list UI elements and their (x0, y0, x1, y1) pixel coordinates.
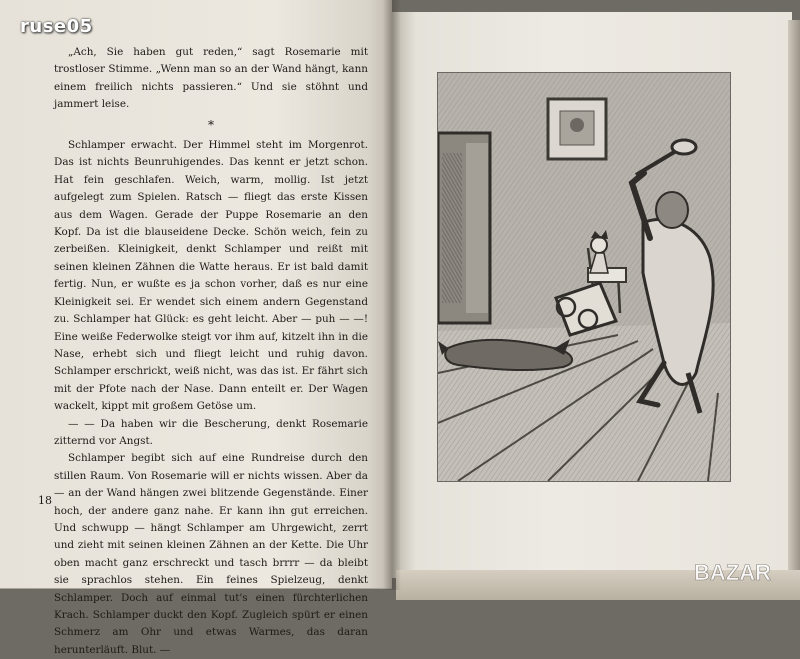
page-edge (788, 20, 800, 588)
bazar-watermark (690, 556, 790, 590)
paragraph-rundreise: Schlamper begibt sich auf eine Rundreise durch den stillen Raum. Von Rosemarie will er nichts wissen. Aber da — an der Wand hängen zwei blitzende Gegenstände. Einer hoch, der andere ganz nahe. Er kann ihn gut erreichen. Und schwupp — hängt Schlamper am Uhrgewicht, zerrt und zieht mit seinen kleinen Zähnen an der Kette. Die Uhr oben macht ganz erschreckt und tasch brrrr — da bleibt sie sprachlos stehen. Ein feines Spielzeug, denkt Schlamper. Doch auf einmal tut's einen fürchterlichen Krach. Schlamper duckt den Kopf. Zugleich spürt er einen Schmerz am Ohr und etwas Warmes, das daran herunterläuft. Blut. — (54, 452, 368, 656)
left-page (0, 0, 392, 656)
story-text (54, 44, 368, 659)
book-gutter-shadow (383, 0, 401, 590)
page-number: 18 (38, 494, 52, 507)
watermark-ruse05: ruse05 (20, 16, 93, 37)
section-divider-star: * (208, 117, 214, 132)
paragraph-schlamper-wakes: Schlamper erwacht. Der Himmel steht im Morgenrot. Das ist nichts Beunruhigendes. Das kennt er jetzt schon. Hat fein geschlafen. Weich, warm, mollig. Ist jetzt aufgelegt zum Spielen. Ratsch — fliegt das erste Kissen aus dem Wagen. Gerade der Puppe Rosemarie an den Kopf. Da ist die blauseidene Decke. Schön weich, fein zu zerbeißen. Kleinigkeit, denkt Schlamper und reißt mit seinen kleinen Zähnen die Watte heraus. Er ist bald damit fertig. Nun, er wußte es ja schon vorher, daß es nur eine Kleinigkeit sei. Er wendet sich einem andern Gegenstand zu. Schlamper hat Glück: es geht leicht. Aber — puh — —! Eine weiße Federwolke steigt vor ihm auf, kitzelt ihn in die Nase, erhebt sich und fliegt leicht und ruhig davon. Schlamper erschrickt, weiß nicht, was das ist. Er fährt sich mit der Pfote nach der Nase. Dann enteilt er. Der Wagen wackelt, kippt mit großem Getöse um. (54, 139, 368, 413)
paragraph-dialogue: „Ach, Sie haben gut reden,“ sagt Rosemarie mit trostloser Stimme. „Wenn man so an der Wand hängt, kann einem freilich nichts passieren.“ Und sie stöhnt und jammert leise. (54, 46, 368, 111)
bazar-watermark-text: BAZAR (694, 560, 771, 585)
paragraph-bescherung: — — Da haben wir die Bescherung, denkt Rosemarie zitternd vor Angst. (54, 417, 368, 447)
door (438, 133, 490, 323)
illustration (437, 72, 731, 482)
wall-picture (548, 99, 606, 159)
illustration-drawing (438, 73, 730, 481)
